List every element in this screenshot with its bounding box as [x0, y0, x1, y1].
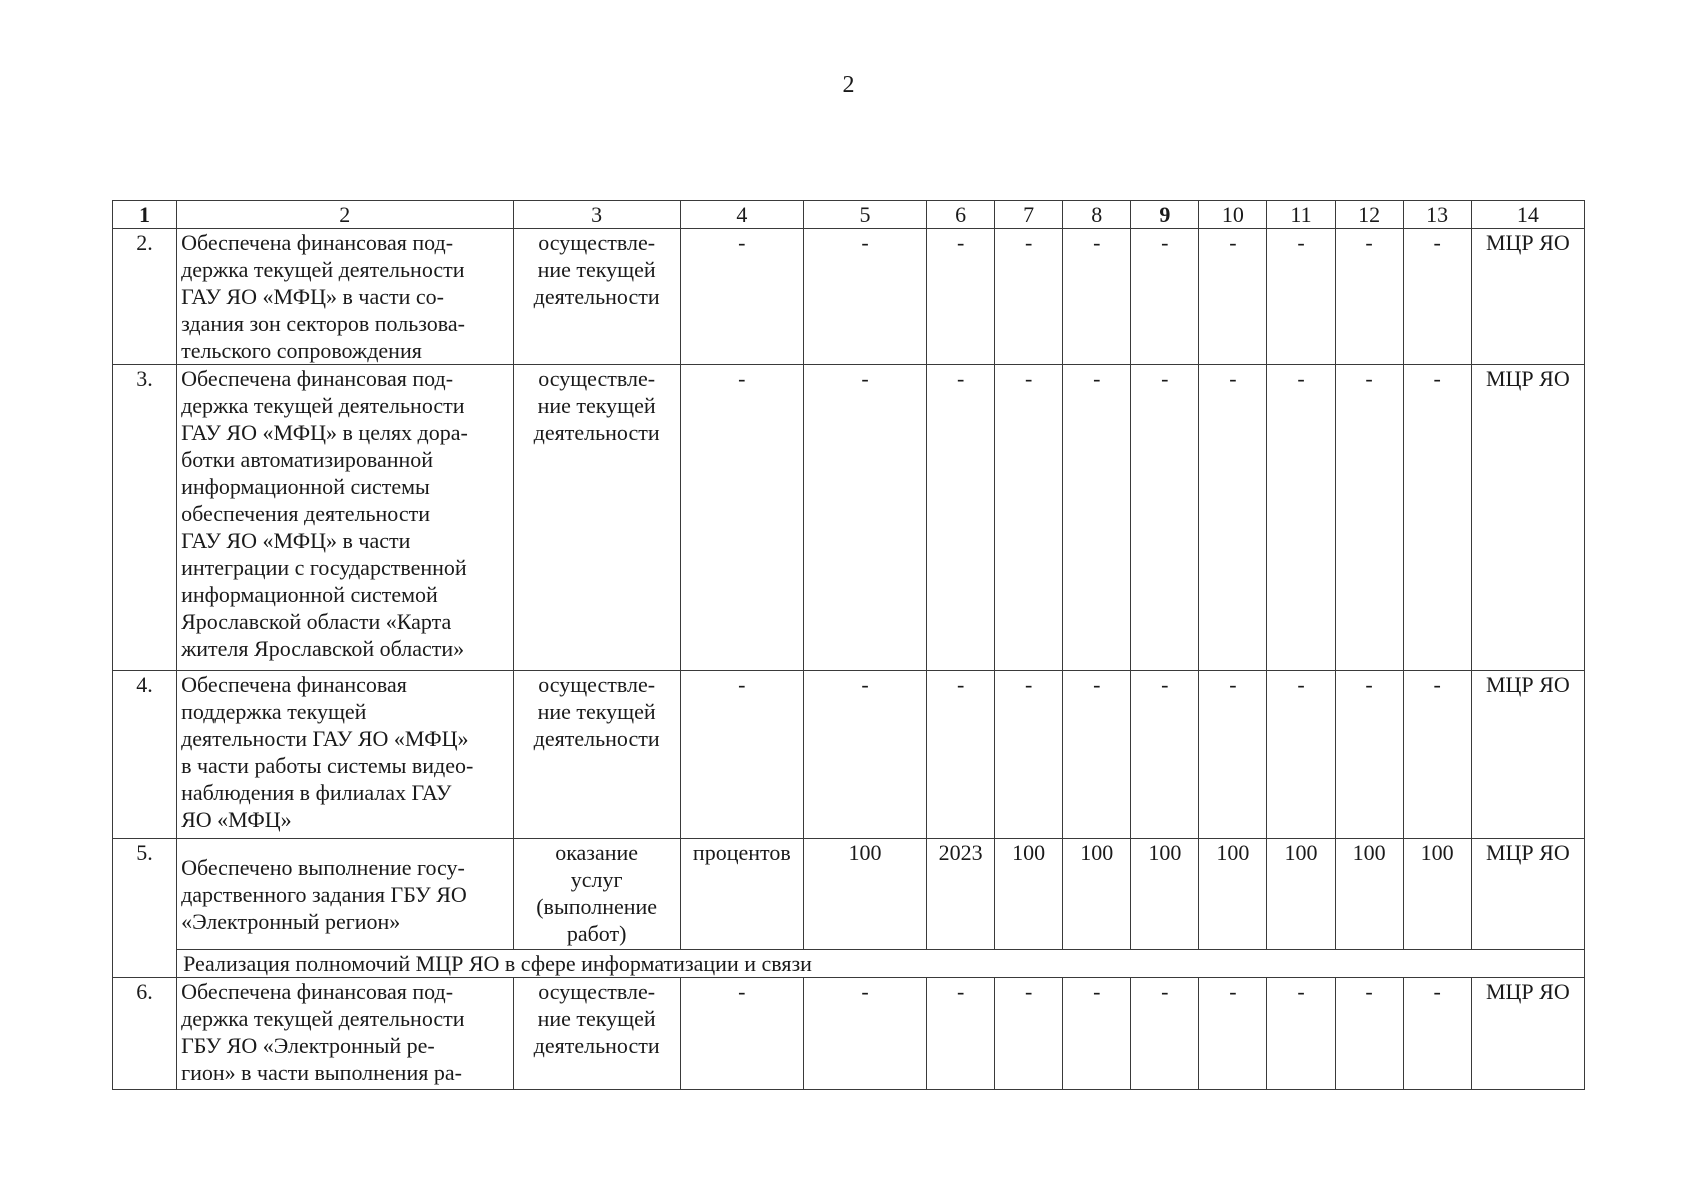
section-title: Реализация полномочий МЦР ЯО в сфере информатизации и связи [177, 950, 1585, 978]
value-cell: - [1403, 978, 1471, 1090]
value-cell: - [1335, 365, 1403, 671]
responsible-cell: МЦР ЯО [1471, 229, 1584, 365]
value-cell: - [995, 365, 1063, 671]
value-cell: - [927, 365, 995, 671]
result-name-cell: Обеспечена финансовая под- держка текущей деятельности ГАУ ЯО «МФЦ» в целях дора- ботки автоматизированной информационной системы обеспечения деятельности ГАУ ЯО «МФЦ» в части интеграции с государственной информационной системой Ярославской области «Карта жителя Ярославской области» [177, 365, 513, 671]
responsible-cell: МЦР ЯО [1471, 365, 1584, 671]
value-cell: - [803, 978, 926, 1090]
column-numbers-row [113, 201, 1585, 229]
value-cell: - [995, 978, 1063, 1090]
value-cell: - [927, 671, 995, 839]
value-cell: - [995, 229, 1063, 365]
responsible-cell: МЦР ЯО [1471, 978, 1584, 1090]
value-cell: - [995, 671, 1063, 839]
column-number-cell: 13 [1403, 201, 1471, 229]
value-cell: - [1267, 229, 1335, 365]
table-row [113, 978, 1585, 1090]
result-type-cell: оказание услуг (выполнение работ) [513, 839, 680, 950]
value-cell: - [1063, 365, 1131, 671]
value-cell: 100 [1063, 839, 1131, 950]
column-number-cell: 1 [113, 201, 177, 229]
value-cell: - [680, 229, 803, 365]
result-name-cell: Обеспечено выполнение госу- дарственного задания ГБУ ЯО «Электронный регион» [177, 839, 513, 950]
value-cell: - [803, 229, 926, 365]
result-type-cell: осуществле- ние текущей деятельности [513, 229, 680, 365]
table-row [113, 365, 1585, 671]
section-row [113, 950, 1585, 978]
table-row [113, 229, 1585, 365]
column-number-cell: 6 [927, 201, 995, 229]
program-table [112, 200, 1585, 1090]
value-cell: 100 [1131, 839, 1199, 950]
value-cell: 100 [1267, 839, 1335, 950]
value-cell: - [1403, 365, 1471, 671]
result-type-cell: осуществле- ние текущей деятельности [513, 671, 680, 839]
row-number-cell: 4. [113, 671, 177, 839]
value-cell: 100 [803, 839, 926, 950]
column-number-cell: 8 [1063, 201, 1131, 229]
value-cell: - [1199, 365, 1267, 671]
value-cell: - [1403, 671, 1471, 839]
row-number-cell: 6. [113, 978, 177, 1090]
column-number-cell: 12 [1335, 201, 1403, 229]
value-cell: - [1131, 671, 1199, 839]
value-cell: - [803, 365, 926, 671]
column-number-cell: 2 [177, 201, 513, 229]
value-cell: - [1335, 978, 1403, 1090]
row-number-cell: 3. [113, 365, 177, 671]
value-cell: - [680, 978, 803, 1090]
value-cell: 2023 [927, 839, 995, 950]
value-cell: 100 [995, 839, 1063, 950]
result-name-cell: Обеспечена финансовая поддержка текущей деятельности ГАУ ЯО «МФЦ» в части работы системы видео- наблюдения в филиалах ГАУ ЯО «МФЦ» [177, 671, 513, 839]
result-type-cell: осуществле- ние текущей деятельности [513, 978, 680, 1090]
result-name-cell: Обеспечена финансовая под- держка текущей деятельности ГАУ ЯО «МФЦ» в части со- здания зон секторов пользова- тельского сопровождения [177, 229, 513, 365]
column-number-cell: 14 [1471, 201, 1584, 229]
value-cell: - [680, 365, 803, 671]
responsible-cell: МЦР ЯО [1471, 671, 1584, 839]
row-number-cell: 2. [113, 229, 177, 365]
column-number-cell: 7 [995, 201, 1063, 229]
result-type-cell: осуществле- ние текущей деятельности [513, 365, 680, 671]
column-number-cell: 11 [1267, 201, 1335, 229]
column-number-cell: 3 [513, 201, 680, 229]
value-cell: 100 [1199, 839, 1267, 950]
column-number-cell: 5 [803, 201, 926, 229]
value-cell: - [1131, 978, 1199, 1090]
page-number: 2 [842, 72, 855, 98]
value-cell: - [1403, 229, 1471, 365]
column-number-cell: 4 [680, 201, 803, 229]
value-cell: - [1267, 671, 1335, 839]
value-cell: - [1063, 671, 1131, 839]
value-cell: - [1199, 229, 1267, 365]
table-row [113, 839, 1585, 950]
value-cell: - [1335, 671, 1403, 839]
value-cell: - [927, 229, 995, 365]
value-cell: - [1199, 671, 1267, 839]
value-cell: - [1199, 978, 1267, 1090]
value-cell: - [1335, 229, 1403, 365]
responsible-cell: МЦР ЯО [1471, 839, 1584, 950]
value-cell: - [803, 671, 926, 839]
value-cell: - [1131, 229, 1199, 365]
value-cell: 100 [1335, 839, 1403, 950]
value-cell: - [680, 671, 803, 839]
value-cell: - [1131, 365, 1199, 671]
value-cell: - [1267, 365, 1335, 671]
value-cell: 100 [1403, 839, 1471, 950]
column-number-cell: 10 [1199, 201, 1267, 229]
row-number-cell: 5. [113, 839, 177, 978]
value-cell: - [1063, 978, 1131, 1090]
result-name-cell: Обеспечена финансовая под- держка текущей деятельности ГБУ ЯО «Электронный ре- гион» в части выполнения ра- [177, 978, 513, 1090]
table-row [113, 671, 1585, 839]
value-cell: - [1063, 229, 1131, 365]
value-cell: - [1267, 978, 1335, 1090]
column-number-cell: 9 [1131, 201, 1199, 229]
value-cell: процентов [680, 839, 803, 950]
value-cell: - [927, 978, 995, 1090]
